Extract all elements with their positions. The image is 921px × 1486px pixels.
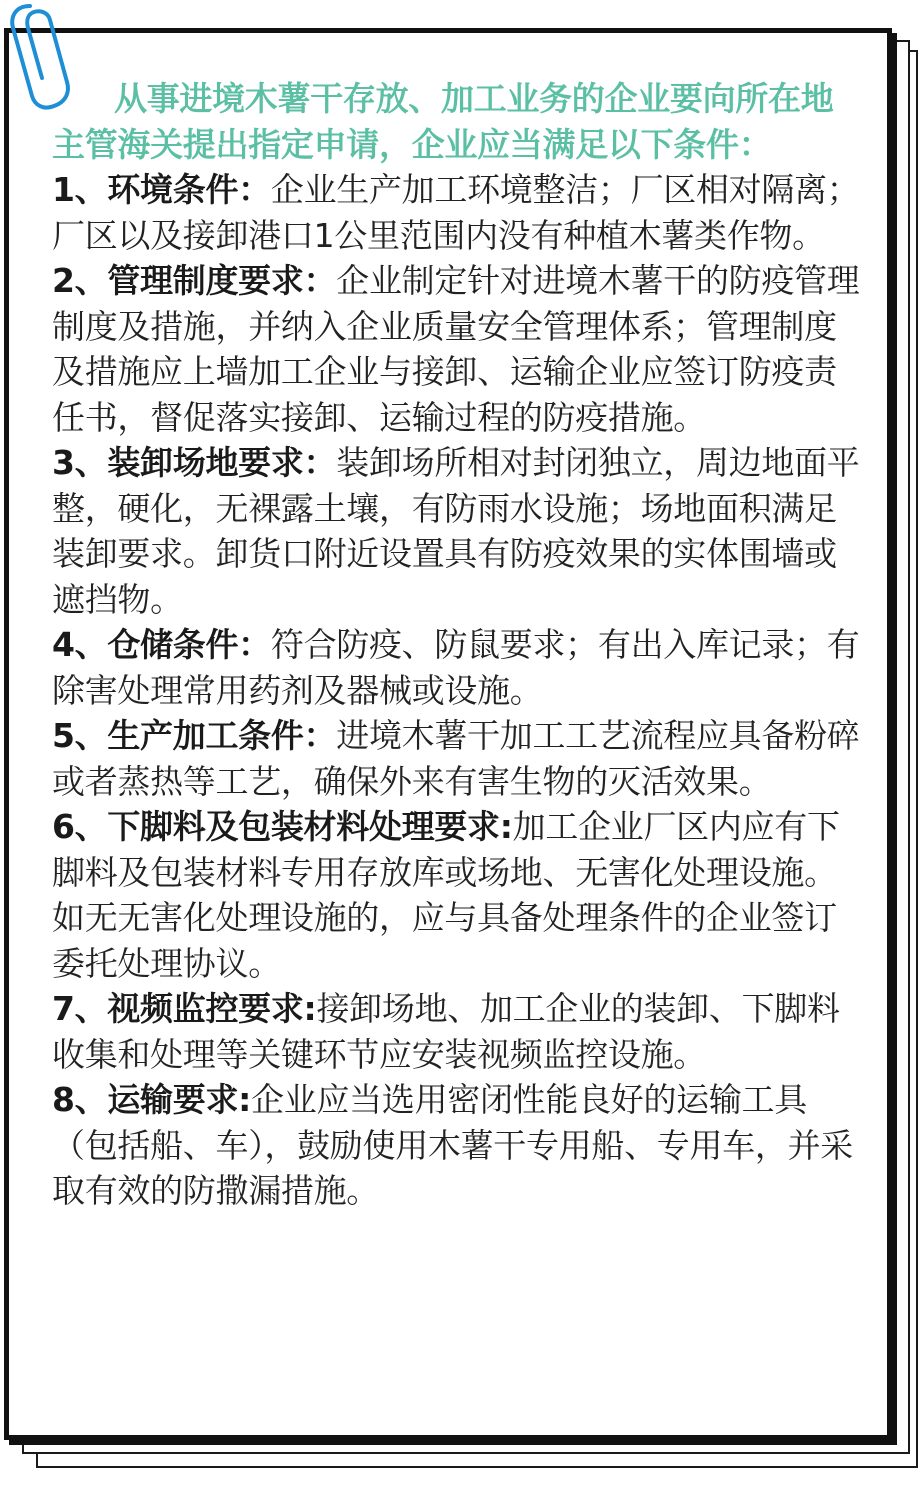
list-item [52,167,864,258]
item-text: 加工企业厂区内应有下脚料及包装材料专用存放库或场地、无害化处理设施。如无无害化处理设施的，应与具备处理条件的企业签订委托处理协议。 [52,807,840,983]
item-title: 2、管理制度要求： [52,261,337,300]
list-item [52,622,864,713]
item-title: 5、生产加工条件： [52,716,337,755]
item-text: 装卸场所相对封闭独立，周边地面平整，硬化，无裸露土壤，有防雨水设施；场地面积满足装卸要求。卸货口附近设置具有防疫效果的实体围墙或遮挡物。 [52,443,860,619]
item-text: 进境木薯干加工工艺流程应具备粉碎或者蒸热等工艺，确保外来有害生物的灭活效果。 [52,716,860,801]
list-item [52,258,864,440]
list-item [52,986,864,1077]
item-title: 8、运输要求: [52,1080,252,1119]
item-text: 企业生产加工环境整洁；厂区相对隔离；厂区以及接卸港口1公里范围内没有种植木薯类作物。 [52,170,860,255]
item-text: 企业制定针对进境木薯干的防疫管理制度及措施，并纳入企业质量安全管理体系；管理制度及措施应上墙加工企业与接卸、运输企业应签订防疫责任书，督促落实接卸、运输过程的防疫措施。 [52,261,860,437]
list-item [52,440,864,622]
item-text: 企业应当选用密闭性能良好的运输工具（包括船、车），鼓励使用木薯干专用船、专用车，并采取有效的防撒漏措施。 [52,1080,854,1210]
list-item [52,713,864,804]
item-title: 3、装卸场地要求： [52,443,337,482]
item-text: 符合防疫、防鼠要求；有出入库记录；有除害处理常用药剂及器械或设施。 [52,625,860,710]
item-title: 6、下脚料及包装材料处理要求: [52,807,513,846]
intro-text: 从事进境木薯干存放、加工业务的企业要向所在地主管海关提出指定申请，企业应当满足以下条件： [52,79,834,164]
item-title: 7、视频监控要求: [52,989,317,1028]
list-item [52,804,864,986]
item-title: 1、环境条件： [52,170,271,209]
item-text: 接卸场地、加工企业的装卸、下脚料收集和处理等关键环节应安装视频监控设施。 [52,989,840,1074]
item-title: 4、仓储条件： [52,625,271,664]
list-item [52,1077,864,1214]
conditions-content [52,76,864,1214]
